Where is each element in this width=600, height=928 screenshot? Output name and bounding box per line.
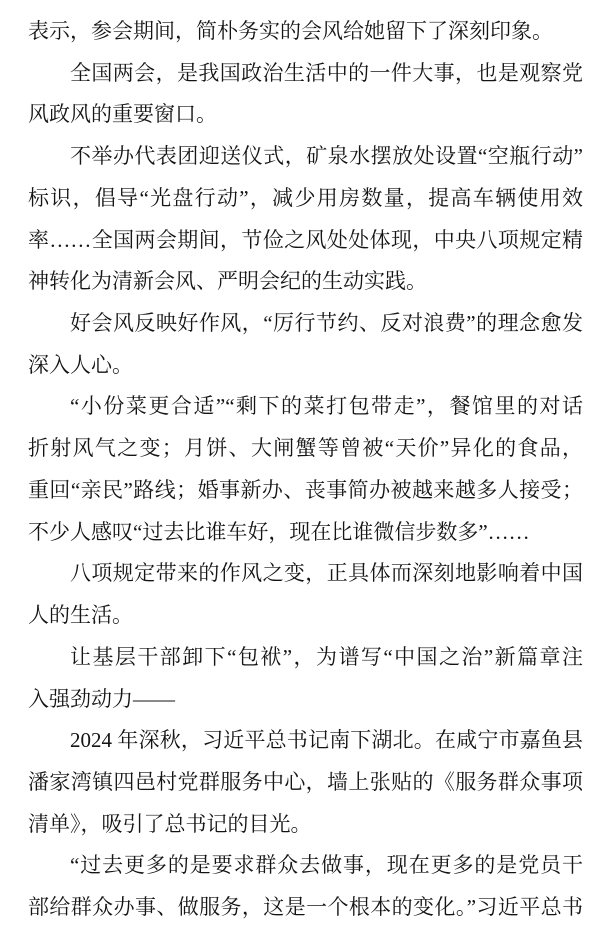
paragraph bbox=[28, 136, 583, 303]
text-line: 潘家湾镇四邑村党群服务中心，墙上张贴的《服务群众事项 bbox=[28, 769, 583, 794]
paragraph bbox=[28, 11, 583, 53]
text-line: 八项规定带来的作风之变，正具体而深刻地影响着中国 bbox=[70, 561, 583, 586]
text-line: “过去更多的是要求群众去做事，现在更多的是党员干 bbox=[70, 853, 583, 878]
text-line: 清单》，吸引了总书记的目光。 bbox=[28, 811, 312, 836]
text-line: 神转化为清新会风、严明会纪的生动实践。 bbox=[28, 269, 427, 294]
text-line: “小份菜更合适”“剩下的菜打包带走”，餐馆里的对话 bbox=[70, 394, 583, 419]
text-line: 2024 年深秋，习近平总书记南下湖北。在咸宁市嘉鱼县 bbox=[70, 728, 583, 753]
text-line: 不举办代表团迎送仪式，矿泉水摆放处设置“空瓶行动” bbox=[70, 144, 583, 169]
paragraph bbox=[28, 303, 583, 386]
paragraph bbox=[28, 720, 583, 845]
text-line: 好会风反映好作风，“厉行节约、反对浪费”的理念愈发 bbox=[70, 311, 583, 336]
text-line: 让基层干部卸下“包袱”，为谱写“中国之治”新篇章注 bbox=[70, 644, 583, 669]
text-line: 重回“亲民”路线；婚事新办、丧事简办被越来越多人接受； bbox=[28, 477, 583, 502]
paragraph bbox=[28, 845, 583, 928]
text-line: 表示，参会期间，简朴务实的会风给她留下了深刻印象。 bbox=[28, 19, 553, 43]
text-line: 标识，倡导“光盘行动”，减少用房数量，提高车辆使用效 bbox=[28, 185, 583, 210]
document-body bbox=[28, 11, 583, 928]
text-line: 深入人心。 bbox=[28, 352, 133, 377]
paragraph bbox=[28, 637, 583, 720]
text-line: 入强劲动力—— bbox=[28, 686, 175, 711]
text-line: 不少人感叹“过去比谁车好，现在比谁微信步数多”…… bbox=[28, 519, 530, 544]
text-line: 全国两会，是我国政治生活中的一件大事，也是观察党 bbox=[70, 60, 583, 85]
text-line: 率……全国两会期间，节俭之风处处体现，中央八项规定精 bbox=[28, 227, 583, 252]
paragraph bbox=[28, 53, 583, 136]
text-line: 折射风气之变；月饼、大闸蟹等曾被“天价”异化的食品， bbox=[28, 436, 583, 461]
paragraph bbox=[28, 386, 583, 553]
text-line: 人的生活。 bbox=[28, 603, 133, 628]
paragraph bbox=[28, 553, 583, 636]
text-line: 部给群众办事、做服务，这是一个根本的变化。”习近平总书 bbox=[28, 895, 583, 920]
text-line: 风政风的重要窗口。 bbox=[28, 102, 217, 127]
